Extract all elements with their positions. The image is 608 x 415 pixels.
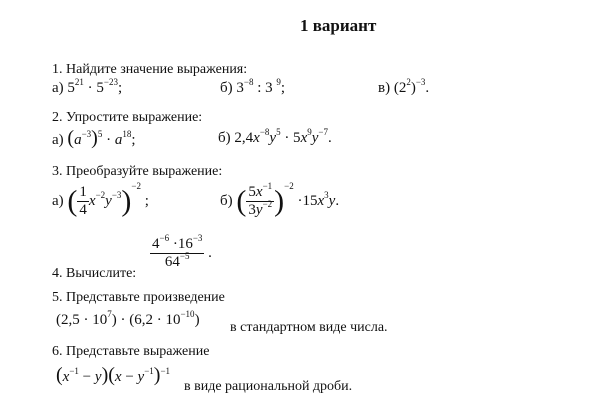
task-6-tail: в виде рациональной дроби. (184, 379, 353, 394)
task-4-expression: $\frac{4^{-6} \cdot 16^{-3}}{64^{-5}}$ . (152, 233, 212, 270)
task-1c: в) $(2^2)^{-3}$. (378, 77, 430, 96)
task-1-text: 1. Найдите значение выражения: (52, 62, 248, 77)
task-1a: а) $5^{21} \cdot 5^{-23}$; (52, 77, 123, 96)
task-2a-label: а) (52, 132, 64, 148)
task-6-expression: $(x^{-1} - y)(x - y^{-1})^{-1}$ (56, 364, 171, 386)
task-1b: б) $3^{-8}$ : 3 $^9$; (220, 77, 286, 96)
task-6-text: 6. Представьте выражение (52, 344, 210, 359)
page-title: 1 вариант (300, 16, 377, 35)
task-3-text: 3. Преобразуйте выражение: (52, 164, 223, 179)
task-4-text: 4. Вычислите: (52, 266, 137, 281)
task-5-text: 5. Представьте произведение (52, 290, 225, 305)
task-5-tail: в стандартном виде числа. (230, 320, 388, 335)
task-2-text: 2. Упростите выражение: (52, 110, 203, 125)
task-2b: б) $2,4x^{-8}y^5 \cdot 5x^9y^{-7}$. (218, 127, 332, 146)
task-3a-label: а) (52, 192, 64, 209)
task-1a-label: а) (52, 80, 64, 96)
task-2a: а) $(a^{-3})^5 \cdot a^{18}$; (52, 127, 136, 149)
task-1c-label: в) (378, 80, 391, 96)
task-3a: а) ( $\frac{1}{4}$ $x^{-2}y^{-3})^{-2}$ ; (52, 180, 149, 218)
task-2b-label: б) (218, 130, 231, 146)
task-3b-label: б) (220, 192, 233, 209)
task-1b-label: б) (220, 80, 233, 96)
task-3b: б) ( $\frac{5x^{-1}}{3y^{-2}}$ )$^{-2} \cdot 15x^3y$. (220, 180, 340, 218)
task-5-expression: $(2,5 \cdot 10^7) \cdot (6,2 \cdot 10^{-10})$ (56, 309, 200, 328)
